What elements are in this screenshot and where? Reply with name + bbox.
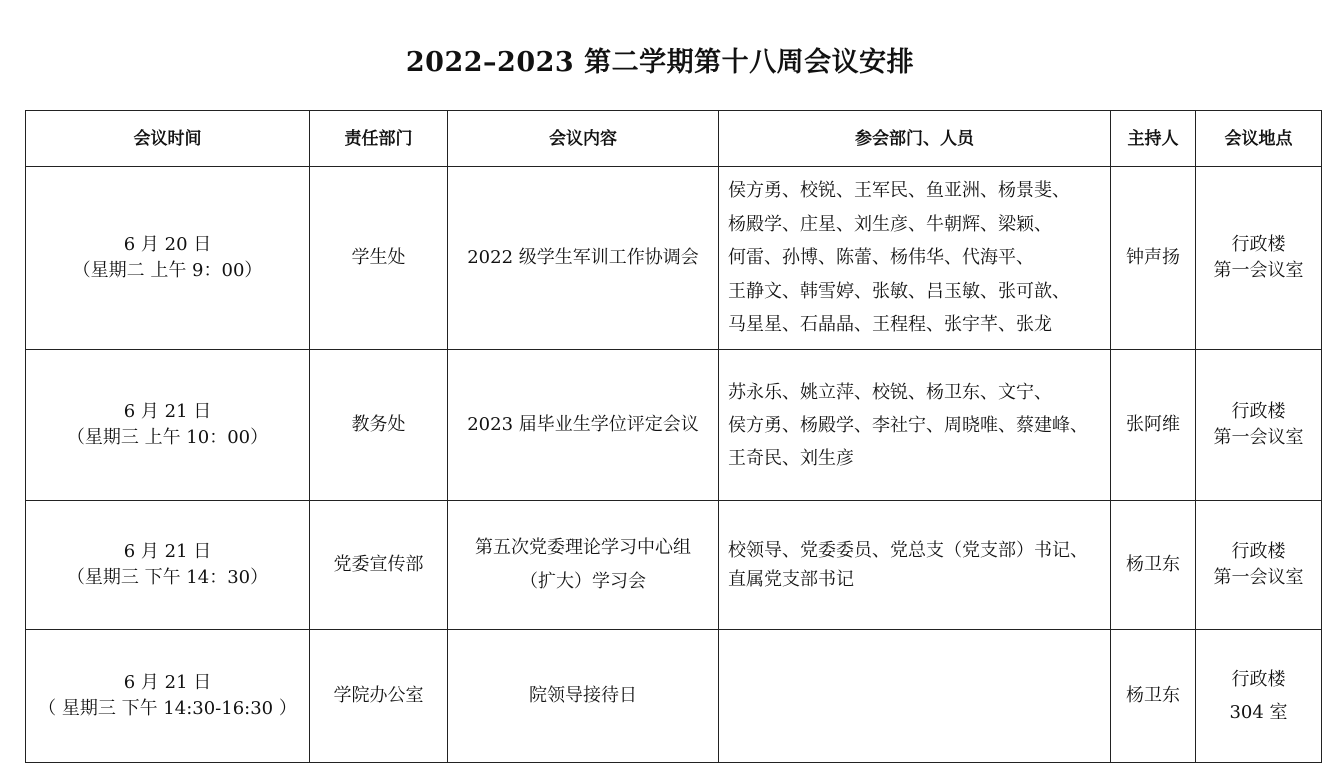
location-line: 行政楼	[1231, 234, 1286, 255]
attendees-cell	[719, 350, 1111, 501]
location-line: 行政楼	[1231, 541, 1286, 562]
dept-cell: 学院办公室	[310, 630, 448, 763]
attendee-line: 王奇民、刘生彦	[728, 447, 854, 469]
content-cell	[448, 630, 719, 763]
meeting-date: 6 月 20 日	[123, 234, 212, 255]
header-dept: 责任部门	[310, 111, 448, 167]
meeting-time-cell	[26, 350, 310, 501]
attendee-line: 王静文、韩雪婷、张敏、吕玉敏、张可歆、	[728, 280, 1070, 302]
header-time: 会议时间	[26, 111, 310, 167]
attendee-line: 马星星、石晶晶、王程程、张宇芊、张龙	[728, 314, 1052, 336]
meeting-weekday-time: （ 星期三 下午 14:30-16:30 ）	[38, 698, 297, 719]
meeting-time-cell	[26, 501, 310, 630]
content-line: 院领导接待日	[529, 685, 637, 706]
dept-cell: 教务处	[310, 350, 448, 501]
host-cell: 钟声扬	[1111, 167, 1196, 350]
attendees-cell	[719, 167, 1111, 350]
meeting-weekday-time: （星期三 下午 14：30）	[66, 567, 269, 588]
meeting-date: 6 月 21 日	[123, 672, 212, 693]
attendee-line: 杨殿学、庄星、刘生彦、牛朝辉、梁颖、	[728, 213, 1052, 235]
attendee-line: 侯方勇、杨殿学、李社宁、周晓唯、蔡建峰、	[728, 414, 1088, 436]
attendee-line: 直属党支部书记	[728, 569, 854, 590]
content-line: （扩大）学习会	[520, 571, 646, 592]
location-line: 第一会议室	[1213, 260, 1304, 281]
meeting-date: 6 月 21 日	[123, 541, 212, 562]
location-cell	[1196, 630, 1322, 763]
content-cell	[448, 167, 719, 350]
location-line: 第一会议室	[1213, 427, 1304, 448]
host-cell: 杨卫东	[1111, 501, 1196, 630]
meeting-weekday-time: （星期三 上午 10：00）	[66, 427, 269, 448]
attendee-line: 何雷、孙博、陈蕾、杨伟华、代海平、	[728, 247, 1034, 269]
meeting-schedule-table	[25, 110, 1322, 763]
location-cell	[1196, 501, 1322, 630]
dept-cell: 党委宣传部	[310, 501, 448, 630]
content-cell	[448, 350, 719, 501]
table-row	[26, 501, 1322, 630]
header-host: 主持人	[1111, 111, 1196, 167]
dept-cell: 学生处	[310, 167, 448, 350]
content-cell	[448, 501, 719, 630]
attendees-cell	[719, 501, 1111, 630]
header-attendees: 参会部门、人员	[719, 111, 1111, 167]
header-content: 会议内容	[448, 111, 719, 167]
content-line: 2022 级学生军训工作协调会	[467, 247, 699, 268]
content-line: 2023 届毕业生学位评定会议	[467, 414, 699, 435]
host-cell: 张阿维	[1111, 350, 1196, 501]
table-row	[26, 350, 1322, 501]
meeting-time-cell	[26, 167, 310, 350]
attendee-line: 校领导、党委委员、党总支（党支部）书记、	[728, 540, 1088, 561]
location-line: 第一会议室	[1213, 567, 1304, 588]
meeting-weekday-time: （星期二 上午 9：00）	[72, 260, 263, 281]
attendees-cell	[719, 630, 1111, 763]
content-line: 第五次党委理论学习中心组	[475, 537, 691, 558]
attendee-line: 苏永乐、姚立萍、校锐、杨卫东、文宁、	[728, 381, 1052, 403]
location-cell	[1196, 167, 1322, 350]
host-cell: 杨卫东	[1111, 630, 1196, 763]
table-row	[26, 630, 1322, 763]
location-line: 行政楼	[1231, 669, 1286, 690]
meeting-time-cell	[26, 630, 310, 763]
table-row	[26, 167, 1322, 350]
meeting-date: 6 月 21 日	[123, 401, 212, 422]
location-cell	[1196, 350, 1322, 501]
attendee-line: 侯方勇、校锐、王军民、鱼亚洲、杨景斐、	[728, 180, 1070, 202]
location-line: 304 室	[1229, 702, 1288, 723]
location-line: 行政楼	[1231, 401, 1286, 422]
page-title: 2022–2023 第二学期第十八周会议安排	[405, 47, 915, 78]
header-location: 会议地点	[1196, 111, 1322, 167]
header-row	[26, 111, 1322, 167]
